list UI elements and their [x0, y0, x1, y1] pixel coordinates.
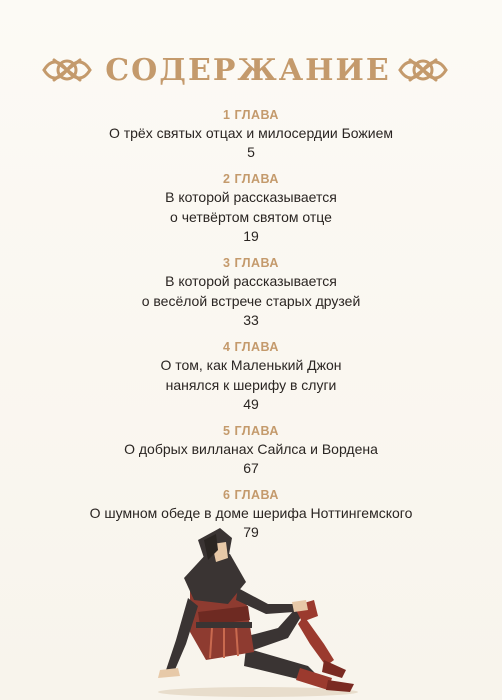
contents-header: [0, 48, 502, 94]
chapter-title-line: В которой рассказывается: [165, 189, 337, 205]
page-number: 5: [247, 144, 255, 160]
chapter-title-line: о четвёртом святом отце: [170, 209, 332, 225]
table-of-contents: [0, 107, 502, 551]
toc-entry[interactable]: [0, 423, 502, 477]
chapter-title-line: О добрых вилланах Сайлса и Вордена: [124, 441, 378, 457]
chapter-title-line: О шумном обеде в доме шерифа Ноттингемского: [89, 505, 413, 521]
page-number: 33: [243, 312, 259, 328]
page-number: 79: [243, 524, 259, 540]
chapter-title-line: О трёх святых отцах и милосердии Божием: [108, 125, 394, 141]
chapter-number: 2 ГЛАВА: [223, 172, 279, 186]
page-title: СОДЕРЖАНИЕ: [105, 53, 391, 88]
celtic-knot-icon: [396, 50, 450, 90]
jester-illustration: [128, 520, 368, 700]
chapter-number: 6 ГЛАВА: [223, 488, 279, 502]
chapter-title-line: О том, как Маленький Джон: [160, 357, 342, 373]
chapter-number: 1 ГЛАВА: [223, 108, 279, 122]
page-number: 49: [243, 396, 259, 412]
chapter-number: 5 ГЛАВА: [223, 424, 279, 438]
page-number: 67: [243, 460, 259, 476]
toc-entry[interactable]: [0, 107, 502, 161]
chapter-title-line: о весёлой встрече старых друзей: [141, 293, 361, 309]
toc-entry[interactable]: [0, 255, 502, 329]
celtic-knot-icon: [40, 50, 94, 90]
chapter-title-line: нанялся к шерифу в слуги: [165, 377, 337, 393]
chapter-number: 4 ГЛАВА: [223, 340, 279, 354]
page-number: 19: [243, 228, 259, 244]
chapter-title-line: В которой рассказывается: [165, 273, 337, 289]
chapter-number: 3 ГЛАВА: [223, 256, 279, 270]
toc-entry[interactable]: [0, 171, 502, 245]
toc-entry[interactable]: [0, 339, 502, 413]
